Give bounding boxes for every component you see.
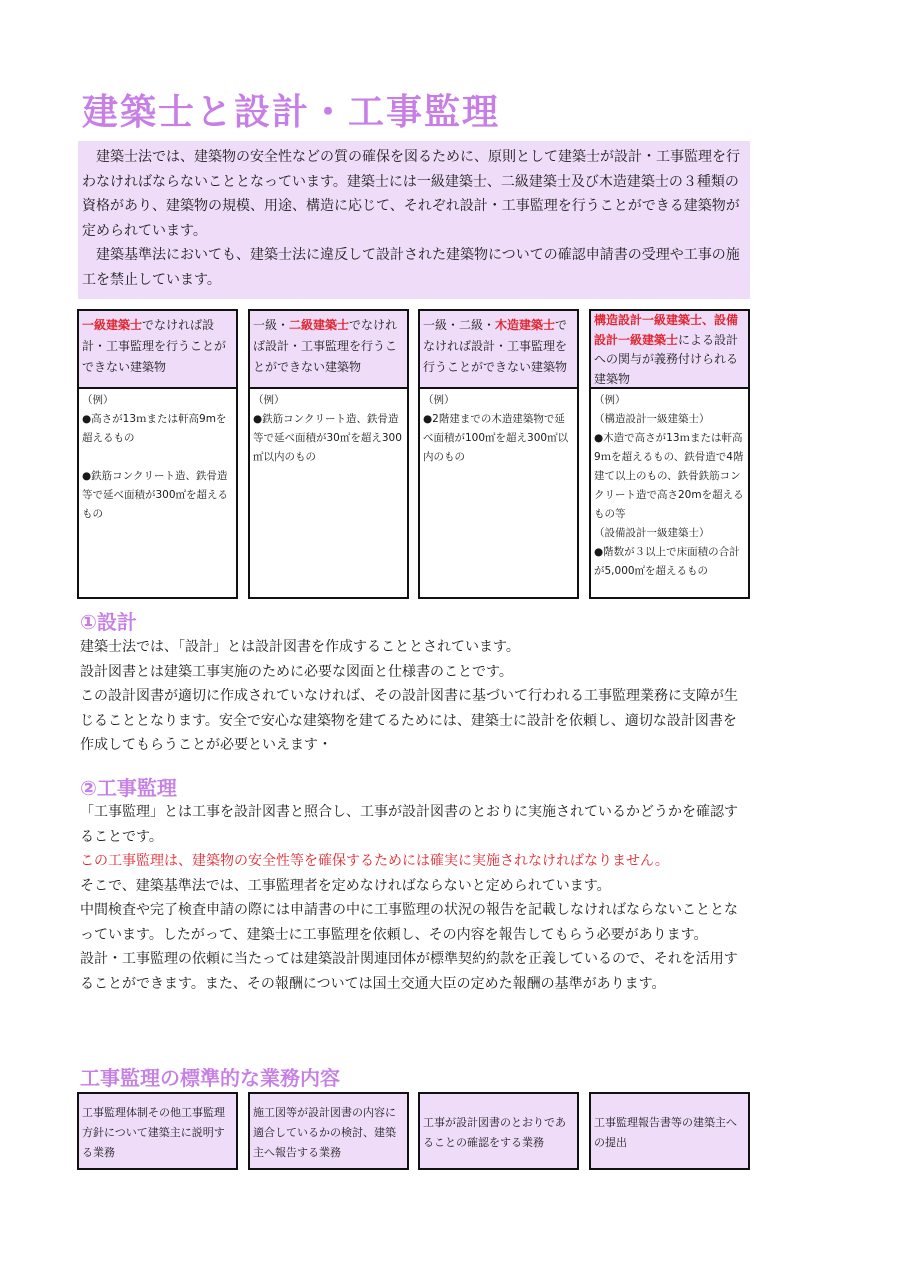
example-line: ●階数が３以上で床面積の合計が5,000㎡を超えるもの xyxy=(594,546,740,577)
warning-text: この工事監理は、建築物の安全性等を確保するためには確実に実施されなければなりません。 xyxy=(80,853,669,869)
category-box-wooden xyxy=(418,309,579,599)
category-header-highlight: 二級建築士 xyxy=(289,318,350,332)
example-line xyxy=(82,448,233,467)
task-text: 工事監理体制その他工事監理方針について建築主に説明する業務 xyxy=(82,1106,225,1159)
example-line: （構造設計一級建築士） xyxy=(594,413,710,425)
category-header-suffix: による設計への関与が義務付けられる建築物 xyxy=(594,332,739,386)
example-label: （例） xyxy=(594,394,626,406)
category-header-suffix: でなければ設計・工事監理を行うことができない建築物 xyxy=(82,318,227,374)
section-design-body xyxy=(80,635,750,758)
category-header-prefix: 一級・ xyxy=(253,318,290,332)
category-box-first-class xyxy=(77,309,238,599)
paragraph-line: 設計・工事監理の依頼に当たっては建築設計関連団体が標準契約約款を正義しているので、それを活用することができます。また、その報酬については国土交通大臣の定めた報酬の基準があります。 xyxy=(80,951,738,992)
task-box xyxy=(418,1092,579,1170)
paragraph-line: そこで、建築基準法では、工事監理者を定めなければならないと定められています。 xyxy=(80,877,611,894)
category-header-highlight: 一級建築士 xyxy=(82,318,143,332)
task-text: 工事が設計図書のとおりであることの確認をする業務 xyxy=(423,1116,566,1149)
example-line: ●2階建までの木造建築物で延べ面積が100㎡を超え300㎡以内のもの xyxy=(423,413,569,463)
paragraph-line: この設計図書が適切に作成されていなければ、その設計図書に基づいて行われる工事監理業務に支障が生じることとなります。安全で安心な建築物を建てるためには、建築士に設計を依頼し、適切な設計図書を作成してもらうことが必要といえます・ xyxy=(80,688,738,753)
paragraph-line: 設計図書とは建築工事実施のために必要な図面と仕様書のことです。 xyxy=(80,663,513,680)
category-examples xyxy=(420,389,577,597)
category-examples xyxy=(591,389,748,597)
intro-paragraph-1: 建築士法では、建築物の安全性などの質の確保を図るために、原則として建築士が設計・工事監理を行わなければならないこととなっています。建築士には一級建築士、二級建築士及び木造建築士の３種類の資格があり、建築物の規模、用途、構造に応じて、それぞれ設計・工事監理を行うことができる建築物が定められています。 xyxy=(82,149,740,239)
category-examples xyxy=(250,389,407,597)
intro-box xyxy=(78,141,750,299)
category-header-prefix: 一級・二級・ xyxy=(423,318,496,332)
example-label: （例） xyxy=(423,394,455,406)
category-header-highlight: 木造建築士 xyxy=(495,318,556,332)
page-title: 建築士と設計・工事監理 xyxy=(82,92,501,133)
category-header xyxy=(79,311,236,389)
example-label: （例） xyxy=(82,394,114,406)
category-header-highlight: 構造設計一級建築士、設備設計一級建築士 xyxy=(594,313,739,347)
task-box xyxy=(248,1092,409,1170)
section-heading-supervision: ②工事監理 xyxy=(80,776,177,800)
example-line: ●鉄筋コンクリート造、鉄骨造等で延べ面積が300㎡を超えるもの xyxy=(82,470,229,520)
category-examples xyxy=(79,389,236,597)
task-text: 工事監理報告書等の建築主への提出 xyxy=(594,1116,737,1149)
example-line: （設備設計一級建築士） xyxy=(594,527,710,539)
paragraph-line: 建築士法では、「設計」とは設計図書を作成することとされています。 xyxy=(80,639,520,655)
example-line: ●鉄筋コンクリート造、鉄骨造等で延べ面積が30㎡を超え300㎡以内のもの xyxy=(253,413,402,463)
section-heading-standard-tasks: 工事監理の標準的な業務内容 xyxy=(80,1066,340,1090)
section-heading-design: ①設計 xyxy=(80,610,137,634)
category-box-second-class xyxy=(248,309,409,599)
paragraph-line: 「工事監理」とは工事を設計図書と照合し、工事が設計図書のとおりに実施されているかどうかを確認することです。 xyxy=(80,804,738,845)
task-box xyxy=(589,1092,750,1170)
example-line: ●木造で高さが13ｍまたは軒高9ｍを超えるもの、鉄骨造で4階建て以上のもの、鉄骨鉄筋コンクリート造で高さ20mを超えるもの等 xyxy=(594,432,744,520)
example-line: ●高さが13ｍまたは軒高9mを超えるもの xyxy=(82,413,227,444)
category-header xyxy=(591,311,748,389)
category-box-structural-equipment xyxy=(589,309,750,599)
category-header xyxy=(420,311,577,389)
category-header xyxy=(250,311,407,389)
category-header-suffix: でなければ設計・工事監理を行うことができない建築物 xyxy=(253,318,398,374)
example-label: （例） xyxy=(253,394,285,406)
category-header-suffix: でなければ設計・工事監理を行うことができない建築物 xyxy=(423,318,568,374)
task-text: 施工図等が設計図書の内容に適合しているかの検討、建築主へ報告する業務 xyxy=(253,1106,396,1159)
intro-paragraph-2: 建築基準法においても、建築士法に違反して設計された建築物についての確認申請書の受理や工事の施工を禁止しています。 xyxy=(82,247,740,288)
section-supervision-body xyxy=(80,800,750,996)
task-box xyxy=(77,1092,238,1170)
paragraph-line: 中間検査や完了検査申請の際には申請書の中に工事監理の状況の報告を記載しなければならないこととなっています。したがって、建築士に工事監理を依頼し、その内容を報告してもらう必要があります。 xyxy=(80,902,738,943)
